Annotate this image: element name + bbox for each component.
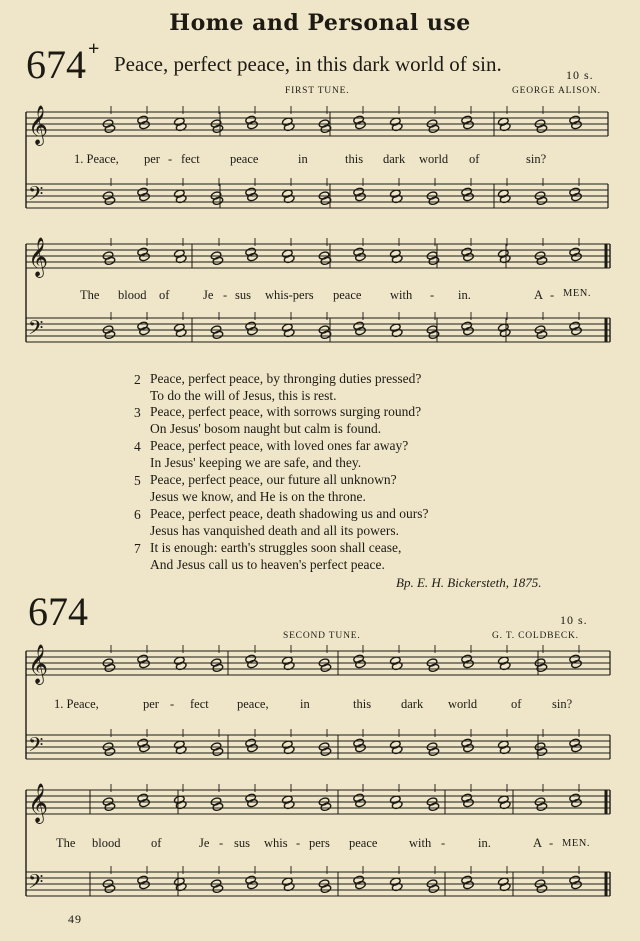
- lyric-syllable: whis-pers: [265, 288, 314, 302]
- lyric-syllable: fect: [181, 152, 200, 166]
- notehead: [355, 192, 367, 201]
- notehead: [104, 196, 116, 205]
- verse-number: 7: [134, 541, 141, 556]
- lyric-syllable: dark: [401, 697, 424, 711]
- notehead: [571, 192, 583, 201]
- notehead: [139, 743, 151, 752]
- section-title: Home and Personal use: [169, 10, 471, 36]
- lyric-syllable: blood: [118, 288, 147, 302]
- bass-clef-icon: 𝄢: [28, 316, 44, 344]
- notehead: [212, 747, 224, 756]
- notehead: [104, 802, 116, 811]
- notehead: [320, 663, 332, 672]
- lyric-syllable: sus: [234, 836, 250, 850]
- lyric-syllable: peace: [230, 152, 259, 166]
- notehead: [463, 659, 475, 668]
- notehead: [355, 880, 367, 889]
- lyric-line: [74, 152, 119, 167]
- treble-clef-icon: 𝄞: [28, 105, 49, 145]
- notehead: [571, 252, 583, 261]
- lyric-syllable: of: [469, 152, 480, 166]
- notehead: [536, 124, 548, 133]
- notehead: [247, 880, 259, 889]
- notehead: [571, 326, 583, 335]
- notehead: [355, 120, 367, 129]
- notehead: [212, 884, 224, 893]
- lyric-syllable: whis: [264, 836, 288, 850]
- lyric-syllable: world: [448, 697, 478, 711]
- notehead: [247, 120, 259, 129]
- lyric-syllable: -: [296, 836, 301, 850]
- notehead: [212, 124, 224, 133]
- lyric-syllable: -: [430, 288, 435, 302]
- meter: 10 s.: [566, 68, 594, 82]
- attribution: Bp. E. H. Bickersteth, 1875.: [396, 575, 542, 590]
- lyric-syllable: sin?: [526, 152, 547, 166]
- lyric-syllable: with: [390, 288, 413, 302]
- notehead: [571, 659, 583, 668]
- notehead: [104, 330, 116, 339]
- notehead: [536, 256, 548, 265]
- composer: GEORGE ALISON.: [512, 86, 601, 96]
- lyric-syllable: of: [511, 697, 522, 711]
- lyric-syllable: -: [223, 288, 228, 302]
- notehead: [104, 884, 116, 893]
- verse-line: In Jesus' keeping we are safe, and they.: [150, 455, 362, 470]
- verse-number: 4: [134, 439, 141, 454]
- notehead: [428, 124, 440, 133]
- notehead: [355, 326, 367, 335]
- notehead: [463, 326, 475, 335]
- notehead: [536, 802, 548, 811]
- notehead: [463, 880, 475, 889]
- notehead: [247, 798, 259, 807]
- notehead: [536, 196, 548, 205]
- notehead: [212, 802, 224, 811]
- lyric-syllable: The: [56, 836, 76, 850]
- lyric-syllable: blood: [92, 836, 121, 850]
- meter: 10 s.: [560, 613, 588, 627]
- notehead: [463, 798, 475, 807]
- dagger-mark: +: [88, 38, 100, 60]
- verse-line: Jesus has vanquished death and all its powers.: [150, 523, 399, 538]
- bass-clef-icon: 𝄢: [28, 870, 44, 898]
- notehead: [571, 120, 583, 129]
- lyric-syllable: -: [441, 836, 446, 850]
- bass-clef-icon: 𝄢: [28, 733, 44, 761]
- notehead: [428, 196, 440, 205]
- lyric-syllable: per: [144, 152, 160, 166]
- notehead: [571, 798, 583, 807]
- lyric-syllable: in.: [458, 288, 471, 302]
- notehead: [428, 330, 440, 339]
- composer: G. T. COLDBECK.: [492, 631, 579, 641]
- lyric-syllable: -: [168, 152, 173, 166]
- lyric-syllable: in.: [478, 836, 491, 850]
- notehead: [139, 798, 151, 807]
- lyric-syllable: in: [298, 152, 308, 166]
- verse-number: 3: [134, 405, 141, 420]
- tune-name: SECOND TUNE.: [283, 631, 361, 641]
- lyric-syllable: sin?: [552, 697, 573, 711]
- notehead: [104, 256, 116, 265]
- lyric-syllable: with: [409, 836, 432, 850]
- lyric-syllable: of: [159, 288, 170, 302]
- notehead: [104, 747, 116, 756]
- notehead: [320, 884, 332, 893]
- lyric-syllable: -: [550, 288, 555, 302]
- notehead: [139, 252, 151, 261]
- lyric-syllable: The: [80, 288, 100, 302]
- lyric-syllable: A: [533, 836, 543, 850]
- notehead: [320, 802, 332, 811]
- notehead: [212, 256, 224, 265]
- lyric-syllable: pers: [309, 836, 330, 850]
- lyric-syllable: of: [151, 836, 162, 850]
- notehead: [428, 884, 440, 893]
- notehead: [463, 743, 475, 752]
- lyric-syllable: Je: [203, 288, 214, 302]
- notehead: [536, 884, 548, 893]
- notehead: [428, 747, 440, 756]
- notehead: [355, 252, 367, 261]
- lyric-syllable: fect: [190, 697, 209, 711]
- verse-number: 2: [134, 372, 141, 387]
- verse-number: 5: [134, 473, 141, 488]
- lyric-syllable: -: [170, 697, 175, 711]
- verse-line: On Jesus' bosom naught but calm is found.: [150, 421, 382, 436]
- treble-clef-icon: 𝄞: [28, 237, 49, 277]
- lyric-syllable: peace: [333, 288, 362, 302]
- notehead: [463, 252, 475, 261]
- notehead: [463, 192, 475, 201]
- notehead: [139, 192, 151, 201]
- notehead: [212, 196, 224, 205]
- treble-clef-icon: 𝄞: [28, 783, 49, 823]
- hymn-number: 674: [26, 42, 86, 87]
- lyric-syllable: dark: [383, 152, 406, 166]
- lyric-syllable: Je: [199, 836, 210, 850]
- lyric-syllable: A: [534, 288, 544, 302]
- notehead: [536, 330, 548, 339]
- notehead: [320, 747, 332, 756]
- lyric-syllable: 1. Peace,: [54, 697, 99, 711]
- notehead: [247, 252, 259, 261]
- notehead: [104, 663, 116, 672]
- notehead: [428, 256, 440, 265]
- notehead: [247, 326, 259, 335]
- notehead: [139, 659, 151, 668]
- hymn-number: 674: [28, 589, 88, 634]
- notehead: [139, 880, 151, 889]
- notehead: [247, 743, 259, 752]
- notehead: [571, 743, 583, 752]
- first-line: Peace, perfect peace, in this dark world of sin.: [114, 52, 502, 76]
- verse-line: Jesus we know, and He is on the throne.: [150, 489, 366, 504]
- verse-line: Peace, perfect peace, with sorrows surging round?: [150, 404, 422, 419]
- treble-clef-icon: 𝄞: [28, 644, 49, 684]
- lyric-syllable: -: [219, 836, 224, 850]
- lyric-syllable: MEN.: [562, 838, 590, 849]
- lyric-syllable: per: [143, 697, 159, 711]
- notehead: [571, 880, 583, 889]
- notehead: [355, 743, 367, 752]
- notehead: [463, 120, 475, 129]
- lyric-syllable: MEN.: [563, 288, 591, 299]
- notehead: [428, 802, 440, 811]
- notehead: [355, 659, 367, 668]
- tune-name: FIRST TUNE.: [285, 86, 350, 96]
- lyric-syllable: in: [300, 697, 310, 711]
- notehead: [139, 120, 151, 129]
- notehead: [104, 124, 116, 133]
- lyric-syllable: 1. Peace,: [74, 152, 119, 166]
- verse-line: It is enough: earth's struggles soon shall cease,: [150, 540, 402, 555]
- bass-clef-icon: 𝄢: [28, 182, 44, 210]
- notehead: [428, 663, 440, 672]
- verse-number: 6: [134, 507, 141, 522]
- verse-line: Peace, perfect peace, by thronging duties pressed?: [150, 371, 422, 386]
- lyric-syllable: world: [419, 152, 449, 166]
- notehead: [247, 659, 259, 668]
- lyric-syllable: sus: [235, 288, 251, 302]
- verse-line: Peace, perfect peace, our future all unknown?: [150, 472, 397, 487]
- notehead: [139, 326, 151, 335]
- notehead: [247, 192, 259, 201]
- notehead: [212, 330, 224, 339]
- lyric-syllable: peace: [349, 836, 378, 850]
- lyric-syllable: this: [345, 152, 364, 166]
- page-number: 49: [68, 912, 82, 926]
- verse-line: To do the will of Jesus, this is rest.: [150, 388, 337, 403]
- verse-line: Peace, perfect peace, with loved ones far away?: [150, 438, 409, 453]
- notehead: [355, 798, 367, 807]
- lyric-syllable: peace,: [237, 697, 269, 711]
- notehead: [212, 663, 224, 672]
- lyric-syllable: this: [353, 697, 372, 711]
- verse-line: Peace, perfect peace, death shadowing us and ours?: [150, 506, 429, 521]
- lyric-syllable: -: [549, 836, 554, 850]
- verse-line: And Jesus call us to heaven's perfect peace.: [150, 557, 385, 572]
